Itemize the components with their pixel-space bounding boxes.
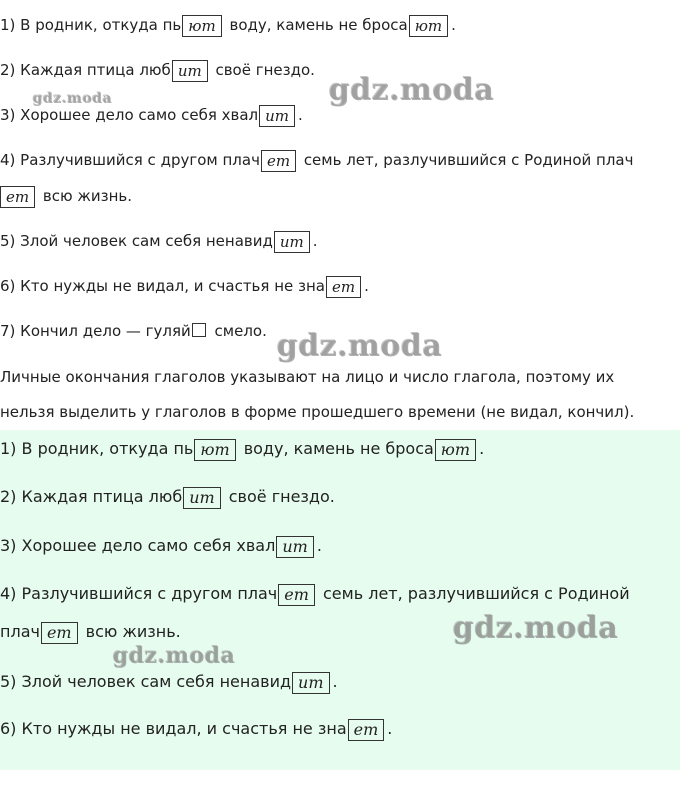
text: семь лет, разлучившийся с Родиной плач xyxy=(299,151,634,169)
text: семь лет, разлучившийся с Родиной xyxy=(317,584,630,603)
ending-box: ит xyxy=(276,536,313,558)
text: плач xyxy=(0,622,40,641)
answer-sentence-6 xyxy=(0,717,392,741)
ending-box: ет xyxy=(41,622,78,644)
text: 6) Кто нужды не видал, и счастья не зна xyxy=(0,719,347,738)
ending-box: ют xyxy=(409,15,448,37)
ending-box: ет xyxy=(278,584,315,606)
explanation-line-1: Личные окончания глаголов указывают на лицо и число глагола, поэтому их xyxy=(0,368,615,386)
sentence-2 xyxy=(0,58,315,82)
ending-box: ет xyxy=(348,719,385,741)
sentence-5 xyxy=(0,229,318,253)
sentence-3 xyxy=(0,103,303,127)
watermark: gdz.moda xyxy=(32,90,112,106)
ending-box: ют xyxy=(182,15,221,37)
ending-box: ет xyxy=(0,186,35,208)
text: . xyxy=(451,16,456,34)
text: . xyxy=(298,106,303,124)
text: 4) Разлучившийся с другом плач xyxy=(0,151,260,169)
answer-sentence-3 xyxy=(0,534,322,558)
ending-box: ют xyxy=(194,439,235,461)
sentence-1 xyxy=(0,13,456,37)
text: всю жизнь. xyxy=(38,187,133,205)
ending-box: ет xyxy=(326,276,361,298)
text: . xyxy=(387,719,393,738)
text: . xyxy=(332,672,338,691)
ending-box: ют xyxy=(435,439,476,461)
explanation-line-2: нельзя выделить у глаголов в форме прошедшего времени (не видал, кончил). xyxy=(0,403,635,421)
text: . xyxy=(312,232,318,250)
text: . xyxy=(479,439,485,458)
sentence-4-continued xyxy=(0,184,132,208)
ending-box: ит xyxy=(274,231,310,253)
watermark: gdz.moda xyxy=(276,328,442,363)
watermark: gdz.moda xyxy=(112,642,235,668)
sentence-6 xyxy=(0,274,369,298)
answer-sentence-2 xyxy=(0,485,335,509)
ending-box: ит xyxy=(172,60,208,82)
sentence-4 xyxy=(0,148,633,172)
text: воду, камень не броса xyxy=(238,439,434,458)
watermark: gdz.moda xyxy=(452,610,618,645)
watermark: gdz.moda xyxy=(328,72,494,107)
text: 3) Хорошее дело само себя хвал xyxy=(0,536,276,555)
text: 2) Каждая птица люб xyxy=(0,61,171,79)
answer-sentence-4-continued xyxy=(0,620,181,644)
text: 1) В родник, откуда пь xyxy=(0,16,182,34)
sentence-7 xyxy=(0,319,267,343)
answer-sentence-5 xyxy=(0,670,338,694)
ending-box: ит xyxy=(183,487,220,509)
text: . xyxy=(364,277,369,295)
text: 3) Хорошее дело само себя хвал xyxy=(0,106,259,124)
text: смело. xyxy=(209,322,267,340)
text: 2) Каждая птица люб xyxy=(0,487,183,506)
text: своё гнездо. xyxy=(210,61,315,79)
text: своё гнездо. xyxy=(223,487,335,506)
text: воду, камень не броса xyxy=(224,16,408,34)
answer-sentence-1 xyxy=(0,437,484,461)
text: 1) В родник, откуда пь xyxy=(0,439,194,458)
ending-box: ит xyxy=(292,672,329,694)
text: всю жизнь. xyxy=(80,622,181,641)
text: 4) Разлучившийся с другом плач xyxy=(0,584,278,603)
text: 5) Злой человек сам себя ненавид xyxy=(0,672,292,691)
text: . xyxy=(316,536,322,555)
answer-sentence-4 xyxy=(0,582,630,606)
empty-ending-box xyxy=(192,323,206,337)
ending-box: ит xyxy=(259,105,295,127)
text: 6) Кто нужды не видал, и счастья не зна xyxy=(0,277,325,295)
text: 5) Злой человек сам себя ненавид xyxy=(0,232,273,250)
ending-box: ет xyxy=(261,150,296,172)
text: 7) Кончил дело — гуляй xyxy=(0,322,191,340)
